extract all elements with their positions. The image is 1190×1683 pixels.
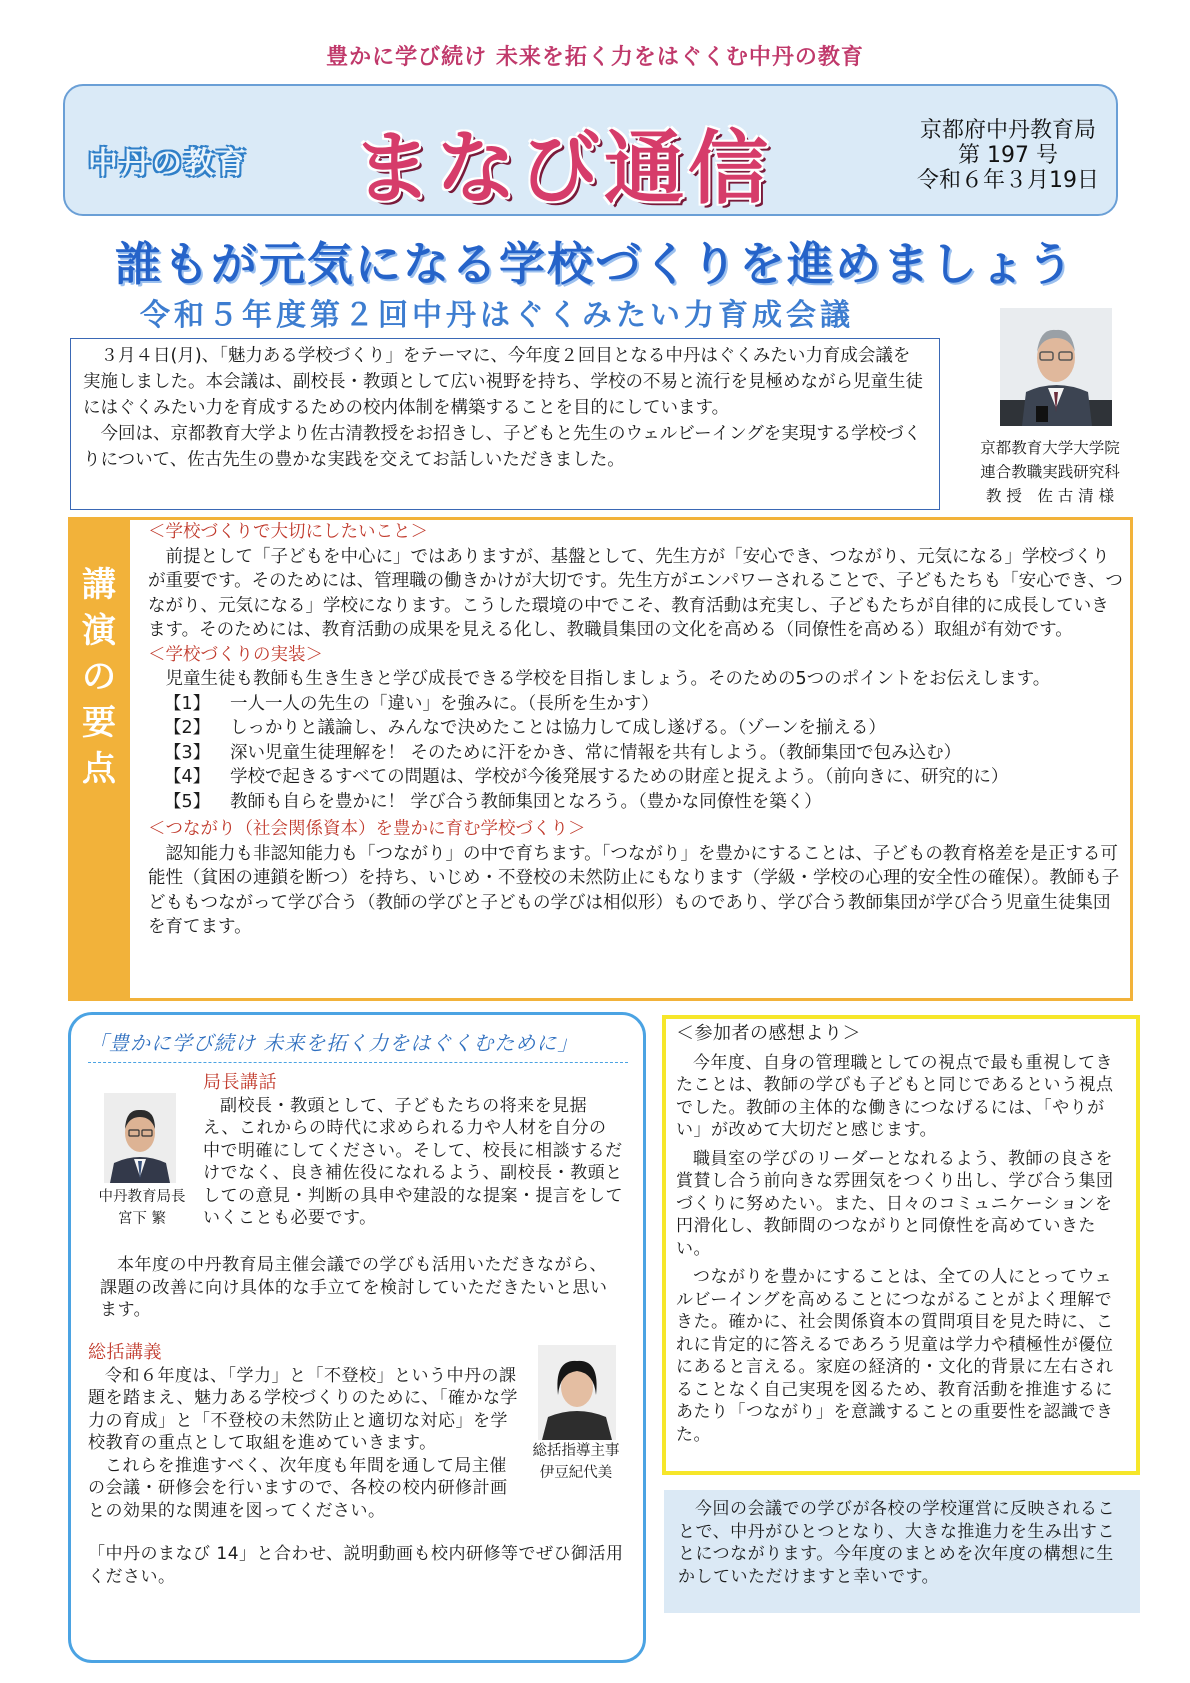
newsletter-title: まなび通信 — [352, 122, 772, 215]
lecture-section-heading: ＜学校づくりで大切にしたいこと＞ — [148, 522, 428, 542]
point-item: 【2】 しっかりと議論し、みんなで決めたことは協力して成し遂げる。（ゾーンを揃える） — [164, 718, 886, 738]
director-talk-cont — [100, 1254, 623, 1322]
director-talk-paragraph: 本年度の中丹教育局主催会議での学びも活用いただきながら、課題の改善に向け具体的な手立てを検討していただきたいと思います。 — [100, 1255, 608, 1320]
summary-speaker-photo — [538, 1345, 616, 1440]
publication-info — [908, 118, 1108, 193]
director-talk-paragraph: 副校長・教頭として、子どもたちの将来を見据え、これからの時代に求められる力や人材を自分の中で明確にしてください。そして、校長に相談するだけでなく、良き補佐役になれるよう、副校長・教頭としての意見・判断の具申や建設的な提案・提言をしていくことも必要です。 — [203, 1095, 623, 1228]
motto: 豊かに学び続け 未来を拓く力をはぐくむ中丹の教育 — [326, 45, 864, 70]
director-box-title: 「豊かに学び続け 未来を拓く力をはぐくむために」 — [88, 1028, 628, 1063]
impressions-paragraph: 今年度、自身の管理職としての視点で最も重視してきたことは、教師の学びも子どもと同じであるという視点でした。教師の主体的な働きにつなげるには、「やりがい」が改めて大切だと感じます。 — [676, 1052, 1114, 1140]
summary-speaker-caption — [516, 1440, 636, 1484]
director-talk — [203, 1072, 623, 1230]
point-item: 【4】 学校で起きるすべての問題は、学校が今後発展するための財産と捉えよう。（前向きに、研究的に） — [164, 767, 1009, 787]
speaker-caption — [955, 436, 1145, 508]
closing-box — [664, 1490, 1140, 1613]
summary-lecture — [88, 1342, 520, 1522]
impressions-body — [676, 1023, 1128, 1446]
lecture-section-heading: ＜学校づくりの実装＞ — [148, 644, 323, 665]
point-item: 【5】 教師も自らを豊かに！ 学び合う教師集団となろう。（豊かな同僚性を築く） — [164, 791, 822, 812]
subheadline: 令和５年度第２回中丹はぐくみたい力育成会議 — [140, 298, 854, 333]
lecture-tab-char: の — [82, 657, 116, 697]
series-name: 中丹の教育 — [88, 146, 248, 181]
impressions-paragraph: つながりを豊かにすることは、全ての人にとってウェルビーイングを高めることにつながることがよく理解できた。確かに、社会関係資本の質問項目を見た時に、これに肯定的に答えるであろう児童は学力や積極性が優位にあると言える。家庭の経済的・文化的背景に左右されることなく自己実現を図るため、教育活動を推進するにあたり「つながり」を意識することの重要性を認識できた。 — [676, 1267, 1114, 1445]
summary-paragraph: これらを推進すべく、次年度も年間を通して局主催の会議・研修会を行いますので、各校の校内研修計画との効果的な関連を図ってください。 — [88, 1455, 508, 1521]
summary-speaker-name: 伊豆紀代美 — [539, 1465, 613, 1481]
impressions-paragraph: 職員室の学びのリーダーとなれるよう、教師の良さを賞賛し合う前向きな雰囲気をつくり出し、学び合う集団づくりに努めたい。また、日々のコミュニケーションを円滑化し、教師間のつながりと同僚性を高めていきたい。 — [676, 1148, 1114, 1259]
closing-paragraph: 今回の会議での学びが各校の学校運営に反映されることで、中丹がひとつとなり、大きな推進力を生み出すことにつながります。今年度のまとめを次年度の構想に生かしていただけますと幸いです。 — [678, 1499, 1115, 1587]
headline: 誰もが元気になる学校づくりを進めましょう — [115, 237, 1075, 291]
lecture-section-heading: ＜つながり（社会関係資本）を豊かに育む学校づくり＞ — [148, 819, 586, 839]
speaker-affiliation: 京都教育大学大学院 — [980, 439, 1120, 457]
lecture-tab-char: 要 — [82, 703, 116, 743]
lecture-tab-char: 演 — [82, 611, 116, 651]
speaker-photo — [1000, 308, 1112, 426]
director-caption — [82, 1186, 202, 1230]
intro-paragraph: ３月４日(月)、「魅力ある学校づくり」をテーマに、今年度２回目となる中丹はぐくみたい力育成会議を実施しました。本会議は、副校長・教頭として広い視野を持ち、学校の不易と流行を見極めながら児童生徒にはぐくみたい力を育成するための校内体制を構築することを目的にしています。 — [83, 346, 923, 418]
summary-speaker-title: 総括指導主事 — [532, 1443, 620, 1459]
issue-date: 令和６年３月19日 — [917, 168, 1099, 193]
issue-number: 第 197 号 — [958, 143, 1058, 168]
lecture-paragraph: 認知能力も非認知能力も「つながり」の中で育ちます。「つながり」を豊かにすることは、子どもの教育格差を是正する可能性（貧困の連鎖を断つ）を持ち、いじめ・不登校の未然防止にもなります（学級・学校の心理的安全性の確保）。教師も子どももつながって学び合う（教師の学びと子どもの学びは相似形）ものであり、学び合う教師集団が学び合う児童生徒集団を育てます。 — [148, 843, 1120, 937]
point-item: 【1】 一人一人の先生の「違い」を強みに。（長所を生かす） — [164, 693, 659, 714]
lecture-tab-char: 講 — [82, 565, 116, 605]
speaker-department: 連合教職実践研究科 — [980, 463, 1120, 481]
publisher: 京都府中丹教育局 — [919, 118, 1096, 143]
summary-paragraph: 令和６年度は、「学力」と「不登校」という中丹の課題を踏まえ、魅力ある学校づくりのために、「確かな学力の育成」と「不登校の未然防止と適切な対応」を学校教育の重点として取組を進めていきます。 — [88, 1365, 519, 1453]
director-photo — [104, 1093, 176, 1183]
impressions-heading: ＜参加者の感想より＞ — [676, 1023, 861, 1044]
lecture-tab-char: 点 — [82, 749, 116, 789]
lecture-paragraph: 児童生徒も教師も生き生きと学び成長できる学校を目指しましょう。そのための5つのポイントをお伝えします。 — [165, 669, 1051, 689]
lecture-body — [148, 520, 1123, 940]
lecture-paragraph: 前提として「子どもを中心に」ではありますが、基盤として、先生方が「安心でき、つながり、元気になる」学校づくりが重要です。そのためには、管理職の働きかけが大切です。先生方がエンパワーされることで、子どもたちも「安心でき、つながり、元気になる」学校になります。こうした環境の中でこそ、教育活動は充実し、子どもたちが自律的に成長していきます。そのためには、教育活動の成果を見える化し、教職員集団の文化を高める（同僚性を高める）取組が有効です。 — [148, 546, 1123, 640]
lecture-tab-label — [68, 562, 130, 792]
point-item: 【3】 深い児童生徒理解を！ そのために汗をかき、常に情報を共有しよう。（教師集団で包み込む） — [164, 742, 962, 763]
director-name: 宮下 繁 — [117, 1211, 167, 1227]
director-talk-heading: 局長講話 — [203, 1072, 277, 1093]
summary-paragraph: 「中丹のまなび 14」と合わせ、説明動画も校内研修等でぜひ御活用ください。 — [88, 1544, 624, 1587]
summary-lecture-cont — [88, 1543, 628, 1588]
summary-heading: 総括講義 — [88, 1342, 162, 1363]
intro-paragraph: 今回は、京都教育大学より佐古清教授をお招きし、子どもと先生のウェルビーイングを実現する学校づくりについて、佐古先生の豊かな実践を交えてお話しいただきました。 — [83, 424, 922, 470]
intro-box — [70, 338, 940, 510]
speaker-name: 教 授 佐 古 清 様 — [985, 487, 1115, 505]
points-list — [148, 692, 1123, 815]
director-title: 中丹教育局長 — [98, 1189, 186, 1205]
